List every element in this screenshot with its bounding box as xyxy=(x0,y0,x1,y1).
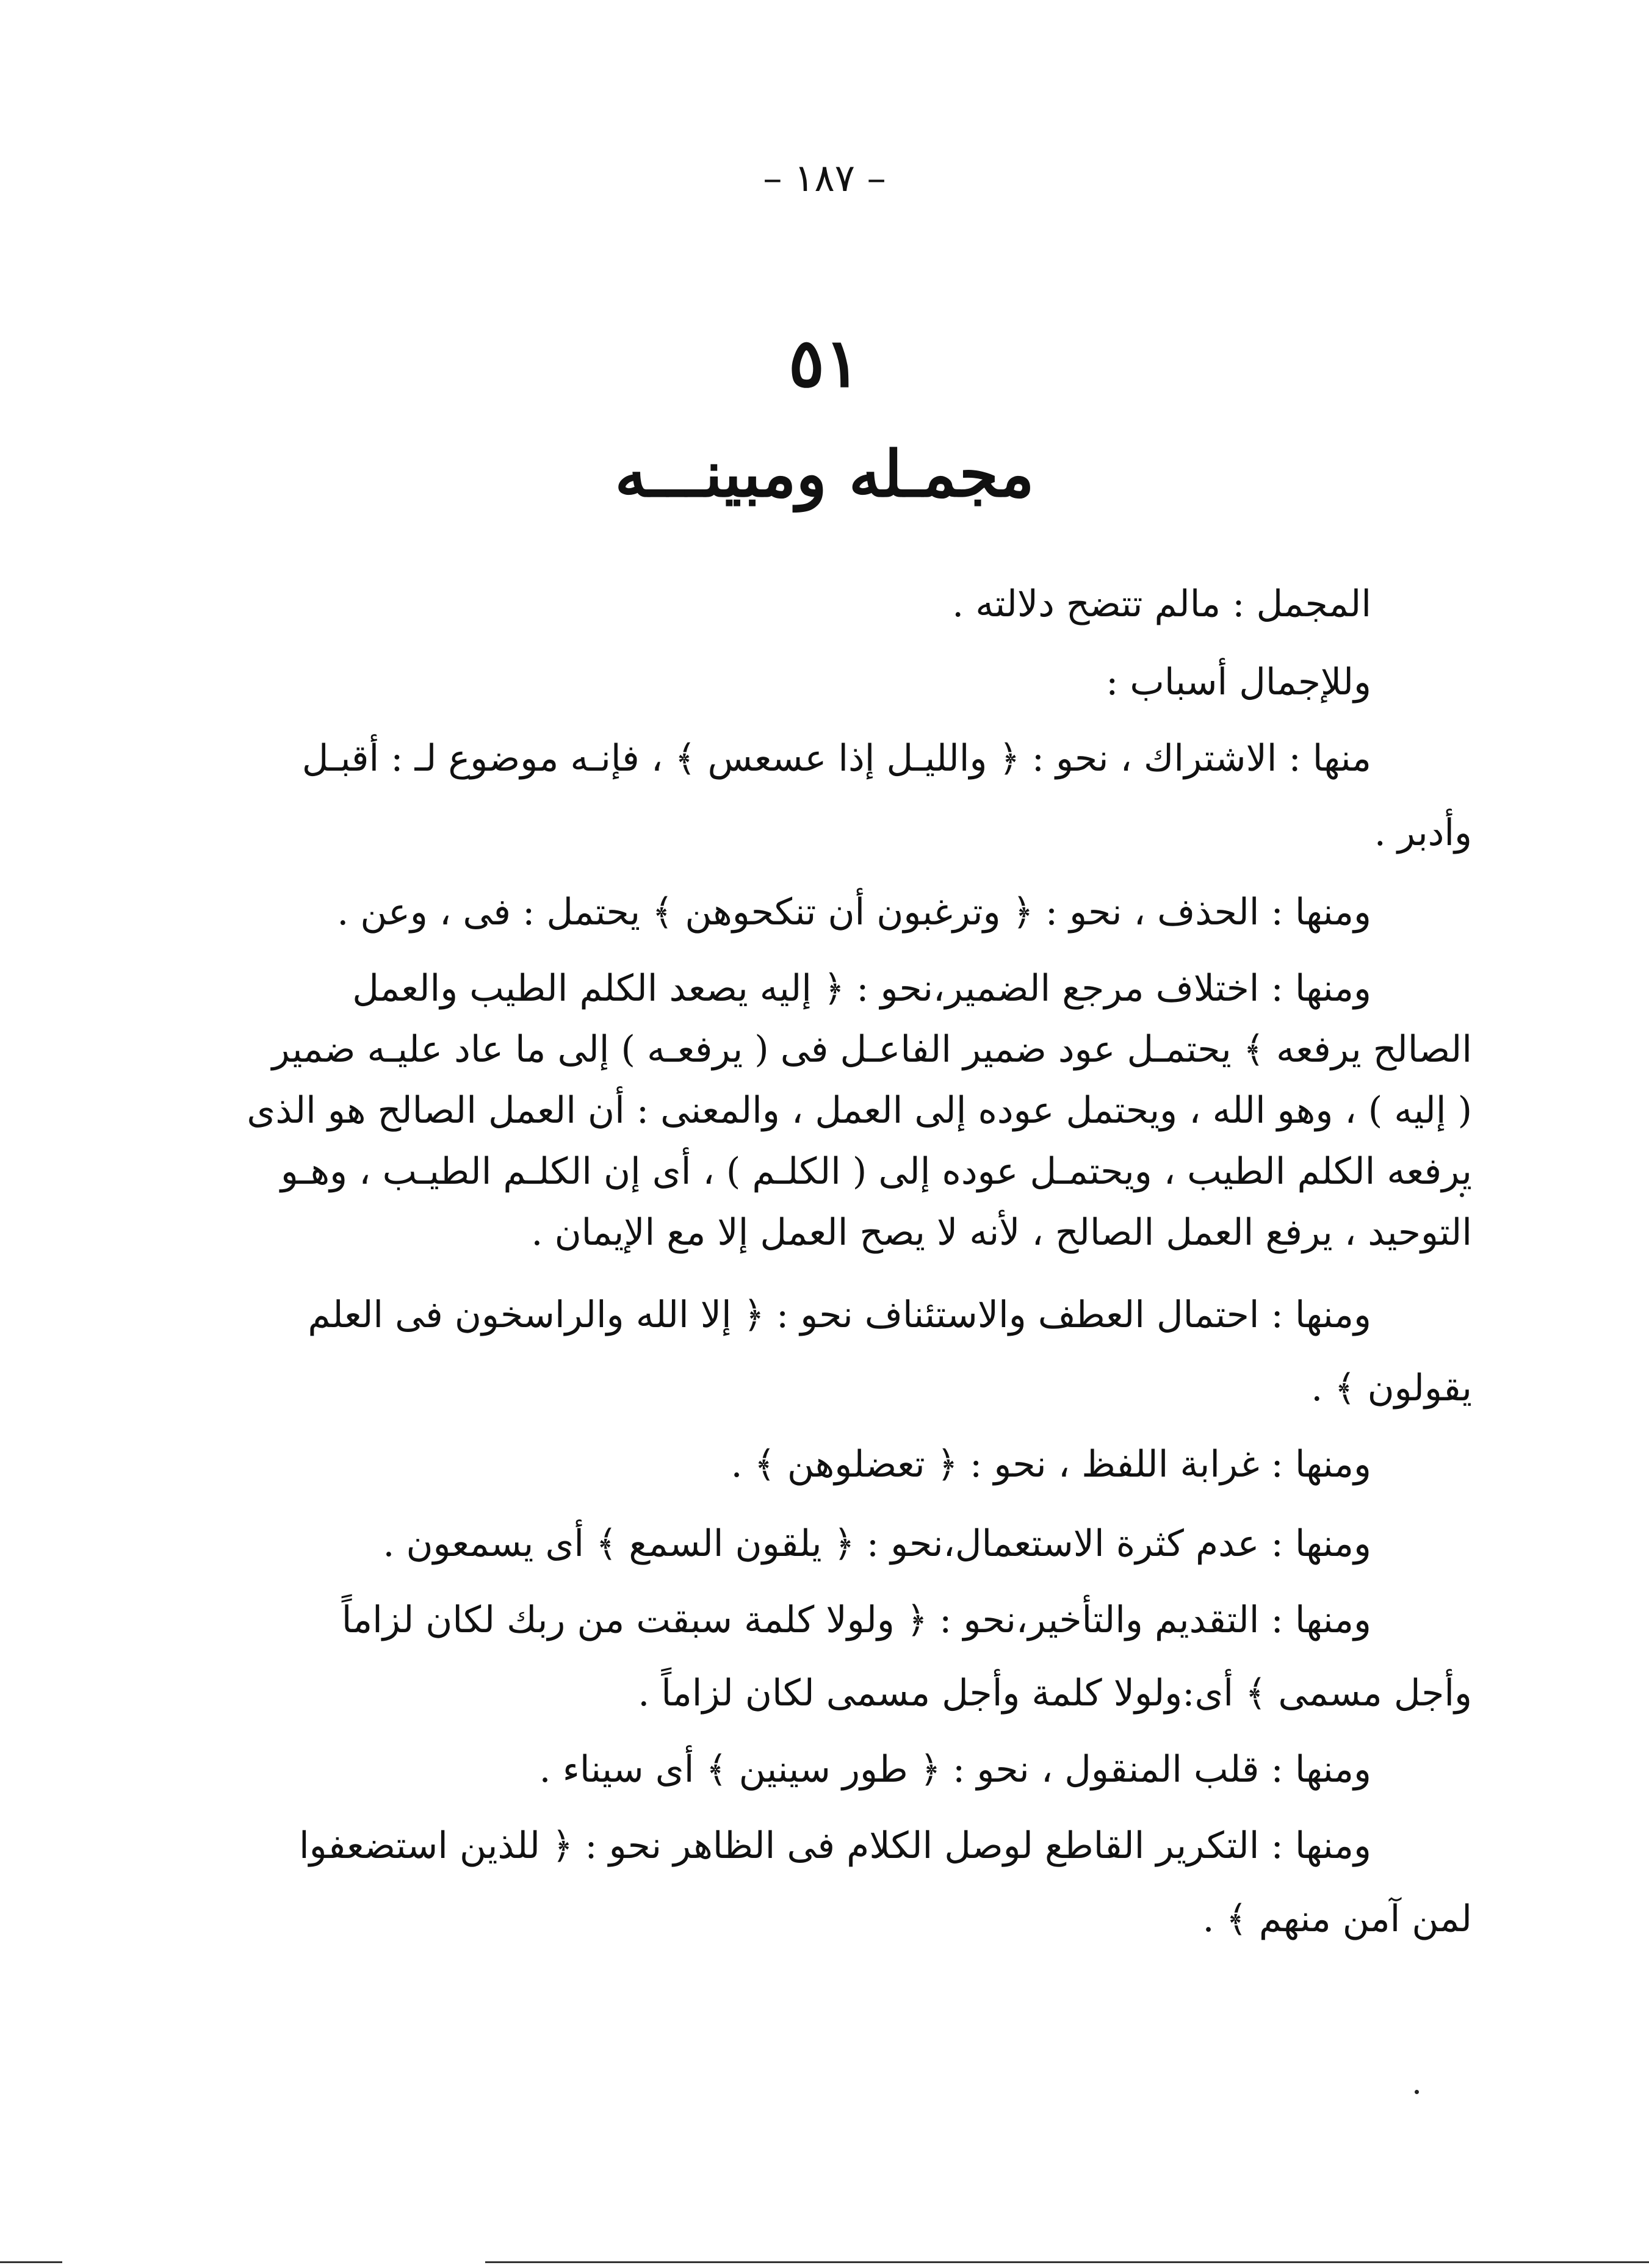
text-line: ( إليه ) ، وهو الله ، ويحتمل عوده إلى العمل ، والمعنى : أن العمل الصالح هو الذى xyxy=(247,1089,1472,1132)
text-line: منها : الاشتراك ، نحو : ﴿ والليـل إذا عسعس ﴾ ، فإنـه موضوع لـ : أقبـل xyxy=(301,737,1371,780)
text-line: ومنها : التقديم والتأخير،نحو : ﴿ ولولا كلمة سبقت من ربك لكان لزاماً xyxy=(341,1599,1371,1641)
scan-edge-line xyxy=(485,2261,1649,2263)
text-line: الصالح يرفعه ﴾ يحتمـل عود ضمير الفاعـل فى ( يرفعـه ) إلى ما عاد عليـه ضمير xyxy=(272,1028,1472,1071)
text-line: ومنها : اختلاف مرجع الضمير،نحو : ﴿ إليه يصعد الكلم الطيب والعمل xyxy=(352,967,1371,1010)
text-line: ومنها : قلب المنقول ، نحو : ﴿ طور سينين ﴾ أى سيناء . xyxy=(539,1748,1371,1791)
scan-speck xyxy=(1415,2090,1419,2094)
text-line: ومنها : التكرير القاطع لوصل الكلام فى الظاهر نحو : ﴿ للذين استضعفوا xyxy=(298,1824,1371,1867)
text-line: يقولون ﴾ . xyxy=(1311,1367,1472,1409)
text-line: يرفعه الكلم الطيب ، ويحتمـل عوده إلى ( الكلـم ) ، أى إن الكلـم الطيـب ، وهـو xyxy=(280,1150,1472,1193)
text-line: ومنها : الحذف ، نحو : ﴿ وترغبون أن تنكحوهن ﴾ يحتمل : فى ، وعن . xyxy=(337,891,1371,934)
scan-edge-line xyxy=(0,2261,62,2263)
text-line: وأجل مسمى ﴾ أى:ولولا كلمة وأجل مسمى لكان لزاماً . xyxy=(638,1672,1472,1715)
text-line: المجمل : مالم تتضح دلالته . xyxy=(952,583,1371,625)
text-line: التوحيد ، يرفع العمل الصالح ، لأنه لا يصح العمل إلا مع الإيمان . xyxy=(531,1211,1472,1254)
text-line: وأدبر . xyxy=(1374,812,1472,854)
text-line: وللإجمال أسباب : xyxy=(1106,661,1371,704)
text-line: ومنها : احتمال العطف والاستئناف نحو : ﴿ إلا الله والراسخون فى العلم xyxy=(308,1294,1371,1336)
chapter-title: مجمـله ومبينـــه xyxy=(615,436,1034,511)
text-line: ومنها : عدم كثرة الاستعمال،نحو : ﴿ يلقون السمع ﴾ أى يسمعون . xyxy=(383,1522,1371,1565)
page-number: – ١٨٧ – xyxy=(763,156,886,200)
text-line: لمن آمن منهم ﴾ . xyxy=(1202,1898,1472,1940)
scan-speck xyxy=(1460,1193,1464,1197)
chapter-number: ٥١ xyxy=(788,323,861,402)
text-line: ومنها : غرابة اللفظ ، نحو : ﴿ تعضلوهن ﴾ . xyxy=(731,1443,1371,1486)
